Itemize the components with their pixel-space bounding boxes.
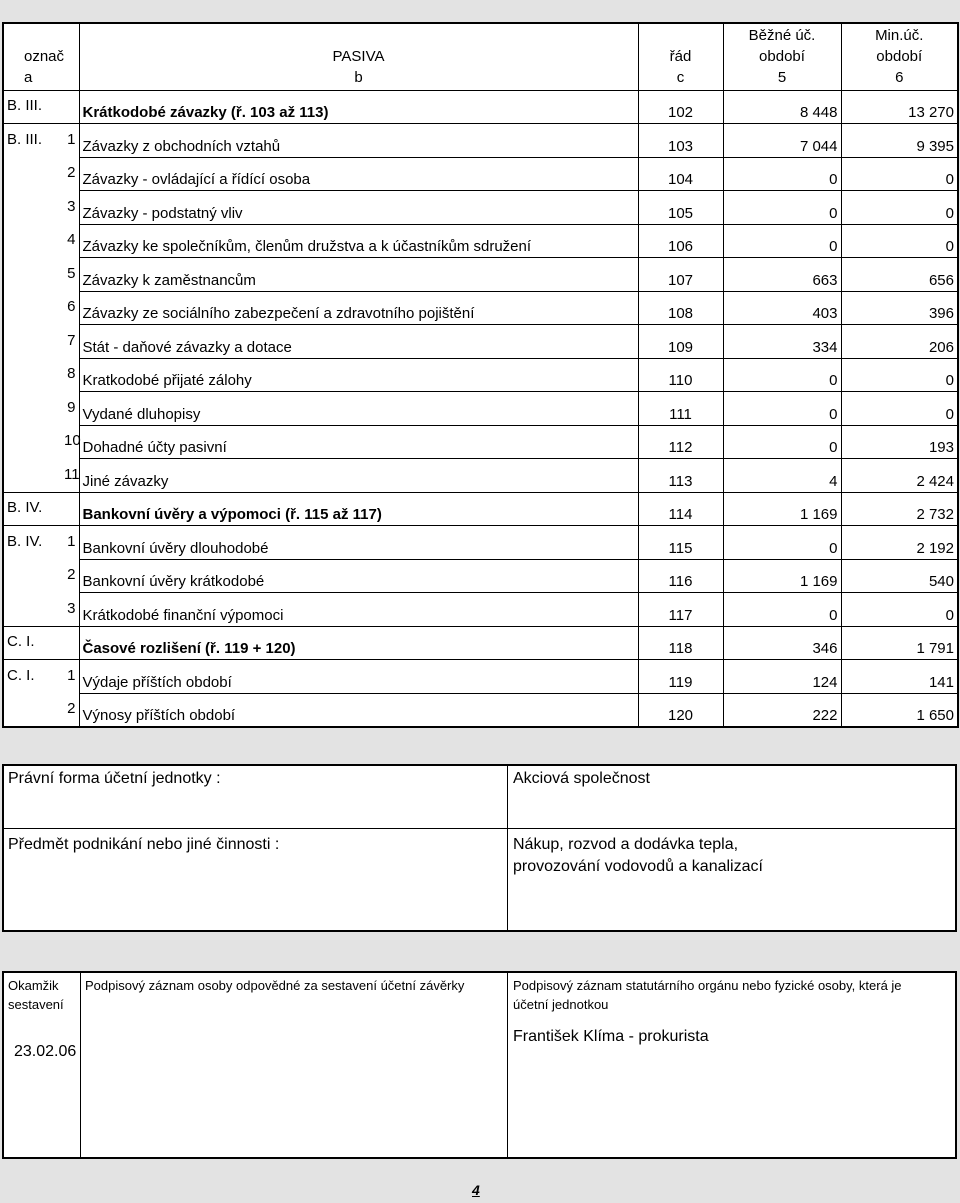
header-previous-line3: 6 (895, 68, 904, 86)
row-code: 104 (638, 157, 723, 191)
row-marker (3, 291, 61, 325)
business-label: Předmět podnikání nebo jiné činnosti : (8, 836, 280, 853)
row-label: Závazky - ovládající a řídící osoba (79, 157, 638, 191)
header-col-r-title: řád (669, 47, 692, 65)
row-current-value: 0 (723, 593, 841, 627)
row-label: Krátkodobé finanční výpomoci (79, 593, 638, 627)
statutory-label-line2: účetní jednotkou (513, 997, 609, 1012)
table-row (3, 425, 958, 459)
row-code: 115 (638, 526, 723, 560)
row-number: 6 (61, 291, 79, 325)
row-code: 113 (638, 459, 723, 493)
table-row (3, 258, 958, 292)
row-previous-value: 193 (841, 425, 958, 459)
row-label: Bankovní úvěry krátkodobé (79, 559, 638, 593)
row-number: 1 (61, 526, 79, 560)
row-previous-value: 0 (841, 392, 958, 426)
table-row (3, 191, 958, 225)
row-code: 110 (638, 358, 723, 392)
row-code: 116 (638, 559, 723, 593)
row-current-value: 124 (723, 660, 841, 694)
row-number: 2 (61, 693, 79, 727)
row-current-value: 7 044 (723, 124, 841, 158)
row-marker (3, 392, 61, 426)
row-number: 11 (61, 459, 79, 493)
row-current-value: 403 (723, 291, 841, 325)
row-marker (3, 258, 61, 292)
header-col-b-title: PASIVA (332, 47, 385, 65)
header-col-r (638, 23, 723, 90)
row-current-value: 1 169 (723, 492, 841, 526)
row-code: 119 (638, 660, 723, 694)
row-current-value: 4 (723, 459, 841, 493)
row-marker (3, 559, 61, 593)
row-previous-value: 1 791 (841, 626, 958, 660)
info-row-divider (4, 828, 955, 829)
row-previous-value: 656 (841, 258, 958, 292)
row-code: 105 (638, 191, 723, 225)
table-row (3, 157, 958, 191)
header-col-b (79, 23, 638, 90)
header-previous-line2: období (876, 47, 923, 65)
row-previous-value: 9 395 (841, 124, 958, 158)
row-marker (3, 224, 61, 258)
row-code: 120 (638, 693, 723, 727)
row-label: Závazky ke společníkům, členům družstva a k účastníkům sdružení (79, 224, 638, 258)
header-col-a-letter: a (24, 68, 33, 86)
table-row (3, 291, 958, 325)
row-current-value: 0 (723, 425, 841, 459)
table-row (3, 492, 958, 526)
row-previous-value: 0 (841, 358, 958, 392)
business-value (513, 834, 763, 878)
row-code: 109 (638, 325, 723, 359)
row-marker (3, 325, 61, 359)
row-label: Vydané dluhopisy (79, 392, 638, 426)
row-current-value: 334 (723, 325, 841, 359)
row-current-value: 8 448 (723, 90, 841, 124)
row-label: Časové rozlišení (ř. 119 + 120) (79, 626, 638, 660)
header-col-a-title: označ (24, 47, 65, 65)
statutory-name: František Klíma - prokurista (513, 1028, 709, 1045)
table-row (3, 392, 958, 426)
row-previous-value: 0 (841, 593, 958, 627)
row-previous-value: 1 650 (841, 693, 958, 727)
row-marker: B. III. (3, 90, 61, 124)
table-row (3, 593, 958, 627)
row-marker (3, 459, 61, 493)
header-col-current (723, 23, 841, 90)
row-label: Bankovní úvěry a výpomoci (ř. 115 až 117) (79, 492, 638, 526)
row-code: 102 (638, 90, 723, 124)
row-label: Jiné závazky (79, 459, 638, 493)
row-label: Kratkodobé přijaté zálohy (79, 358, 638, 392)
row-current-value: 0 (723, 526, 841, 560)
row-marker: B. IV. (3, 526, 61, 560)
table-row (3, 526, 958, 560)
info-divider (507, 766, 508, 930)
row-label: Závazky z obchodních vztahů (79, 124, 638, 158)
table-row (3, 124, 958, 158)
row-label: Dohadné účty pasivní (79, 425, 638, 459)
row-label: Závazky - podstatný vliv (79, 191, 638, 225)
row-label: Závazky ze sociálního zabezpečení a zdravotního pojištění (79, 291, 638, 325)
row-number: 10 (61, 425, 79, 459)
table-row (3, 325, 958, 359)
row-number: 4 (61, 224, 79, 258)
header-col-a (3, 23, 79, 90)
row-number: 9 (61, 392, 79, 426)
row-previous-value: 0 (841, 157, 958, 191)
table-row (3, 626, 958, 660)
row-number: 3 (61, 593, 79, 627)
row-previous-value: 206 (841, 325, 958, 359)
row-code: 103 (638, 124, 723, 158)
row-current-value: 663 (723, 258, 841, 292)
entity-info-box (2, 764, 957, 932)
row-number (61, 626, 79, 660)
statutory-label-line1: Podpisový záznam statutárního orgánu nebo fyzické osoby, která je (513, 978, 902, 993)
row-code: 111 (638, 392, 723, 426)
row-number (61, 492, 79, 526)
row-number: 5 (61, 258, 79, 292)
row-number: 8 (61, 358, 79, 392)
row-marker: C. I. (3, 626, 61, 660)
row-number: 1 (61, 124, 79, 158)
row-code: 108 (638, 291, 723, 325)
row-previous-value: 2 192 (841, 526, 958, 560)
signature-divider-2 (507, 973, 508, 1157)
row-code: 114 (638, 492, 723, 526)
liabilities-table (2, 22, 959, 728)
table-row (3, 90, 958, 124)
header-previous-line1: Min.úč. (875, 26, 924, 44)
row-marker (3, 157, 61, 191)
row-number: 2 (61, 559, 79, 593)
row-number: 3 (61, 191, 79, 225)
row-current-value: 0 (723, 157, 841, 191)
row-marker (3, 191, 61, 225)
compilation-date: 23.02.06 (14, 1043, 77, 1060)
row-marker (3, 593, 61, 627)
header-col-b-letter: b (354, 68, 363, 86)
row-previous-value: 396 (841, 291, 958, 325)
row-previous-value: 13 270 (841, 90, 958, 124)
header-col-r-letter: c (676, 68, 685, 86)
row-current-value: 346 (723, 626, 841, 660)
row-code: 117 (638, 593, 723, 627)
moment-label-line1: Okamžik (8, 978, 59, 993)
signature-divider-1 (80, 973, 81, 1157)
row-previous-value: 0 (841, 191, 958, 225)
row-previous-value: 2 424 (841, 459, 958, 493)
row-marker (3, 425, 61, 459)
moment-label (8, 976, 78, 1014)
row-label: Stát - daňové závazky a dotace (79, 325, 638, 359)
row-marker (3, 358, 61, 392)
row-code: 106 (638, 224, 723, 258)
row-number: 2 (61, 157, 79, 191)
row-marker (3, 693, 61, 727)
row-number: 7 (61, 325, 79, 359)
table-row (3, 459, 958, 493)
signature-box (2, 971, 957, 1159)
row-current-value: 0 (723, 358, 841, 392)
row-code: 107 (638, 258, 723, 292)
row-label: Výnosy příštích období (79, 693, 638, 727)
header-current-line1: Běžné úč. (748, 26, 816, 44)
row-number: 1 (61, 660, 79, 694)
row-label: Závazky k zaměstnancům (79, 258, 638, 292)
business-value-line1: Nákup, rozvod a dodávka tepla, (513, 836, 739, 853)
business-value-line2: provozování vodovodů a kanalizací (513, 858, 763, 875)
row-current-value: 0 (723, 191, 841, 225)
statutory-label (513, 976, 953, 1014)
table-row (3, 559, 958, 593)
row-current-value: 0 (723, 224, 841, 258)
table-row (3, 358, 958, 392)
row-previous-value: 0 (841, 224, 958, 258)
row-previous-value: 540 (841, 559, 958, 593)
row-code: 112 (638, 425, 723, 459)
legal-form-value: Akciová společnost (513, 770, 650, 787)
row-label: Bankovní úvěry dlouhodobé (79, 526, 638, 560)
table-row (3, 224, 958, 258)
row-previous-value: 141 (841, 660, 958, 694)
responsible-person-label: Podpisový záznam osoby odpovědné za sestavení účetní závěrky (85, 978, 465, 993)
table-row (3, 693, 958, 727)
header-current-line2: období (759, 47, 805, 65)
page-number: 4 (472, 1182, 480, 1198)
table-row (3, 660, 958, 694)
row-label: Výdaje příštích období (79, 660, 638, 694)
row-code: 118 (638, 626, 723, 660)
row-previous-value: 2 732 (841, 492, 958, 526)
row-current-value: 222 (723, 693, 841, 727)
row-marker: C. I. (3, 660, 61, 694)
row-current-value: 0 (723, 392, 841, 426)
table-header-row (3, 23, 958, 90)
moment-label-line2: sestavení (8, 997, 64, 1012)
row-marker: B. IV. (3, 492, 61, 526)
row-number (61, 90, 79, 124)
header-col-previous (841, 23, 958, 90)
row-label: Krátkodobé závazky (ř. 103 až 113) (79, 90, 638, 124)
row-current-value: 1 169 (723, 559, 841, 593)
row-marker: B. III. (3, 124, 61, 158)
header-current-line3: 5 (777, 68, 787, 86)
legal-form-label: Právní forma účetní jednotky : (8, 770, 221, 787)
